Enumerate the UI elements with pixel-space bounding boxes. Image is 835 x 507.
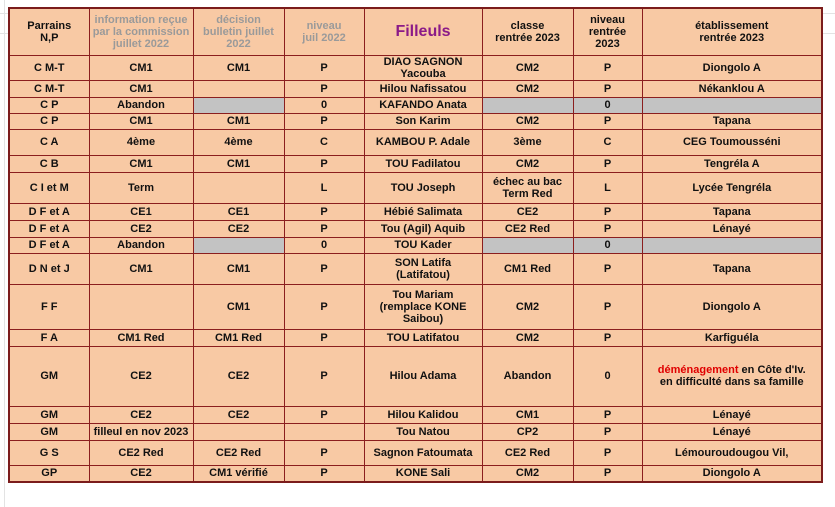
cell-classe[interactable]: CE2 Red bbox=[482, 440, 573, 465]
cell-information[interactable]: CE2 bbox=[89, 465, 193, 482]
table-row bbox=[9, 55, 822, 80]
cell-niveau-juil[interactable]: P bbox=[284, 203, 364, 220]
cell-decision[interactable]: CM1 bbox=[193, 284, 284, 329]
cell-information[interactable]: filleul en nov 2023 bbox=[89, 423, 193, 440]
cell-etablissement[interactable]: Nékanklou A bbox=[642, 80, 822, 97]
table-row bbox=[9, 129, 822, 155]
cell-classe[interactable]: CE2 Red bbox=[482, 220, 573, 237]
sponsorship-table bbox=[8, 7, 823, 483]
cell-parrain[interactable]: D F et A bbox=[9, 237, 89, 253]
cell-niveau-juil[interactable] bbox=[284, 423, 364, 440]
cell-decision[interactable]: 4ème bbox=[193, 129, 284, 155]
cell-etablissement[interactable]: Diongolo A bbox=[642, 55, 822, 80]
cell-parrain[interactable]: GM bbox=[9, 423, 89, 440]
cell-decision[interactable] bbox=[193, 237, 284, 253]
cell-information[interactable]: Abandon bbox=[89, 237, 193, 253]
cell-classe[interactable]: CP2 bbox=[482, 423, 573, 440]
cell-classe[interactable]: CM2 bbox=[482, 113, 573, 129]
cell-niveau-rentree[interactable]: P bbox=[573, 465, 642, 482]
cell-etablissement[interactable]: Lémouroudougou Vil, bbox=[642, 440, 822, 465]
cell-etablissement[interactable]: Tapana bbox=[642, 113, 822, 129]
cell-information[interactable]: CM1 bbox=[89, 253, 193, 284]
cell-information[interactable]: CM1 bbox=[89, 55, 193, 80]
cell-filleul[interactable]: TOU Fadilatou bbox=[364, 155, 482, 172]
cell-etablissement[interactable]: Tengréla A bbox=[642, 155, 822, 172]
cell-filleul[interactable]: Hilou Nafissatou bbox=[364, 80, 482, 97]
cell-etablissement[interactable]: CEG Toumousséni bbox=[642, 129, 822, 155]
cell-niveau-juil[interactable]: P bbox=[284, 346, 364, 406]
cell-etablissement[interactable] bbox=[642, 97, 822, 113]
cell-niveau-rentree[interactable]: 0 bbox=[573, 237, 642, 253]
note-highlight: déménagement bbox=[657, 364, 739, 376]
cell-niveau-rentree[interactable]: P bbox=[573, 406, 642, 423]
cell-classe[interactable]: CE2 bbox=[482, 203, 573, 220]
cell-parrain[interactable]: F F bbox=[9, 284, 89, 329]
cell-niveau-juil[interactable]: P bbox=[284, 220, 364, 237]
cell-niveau-juil[interactable]: P bbox=[284, 329, 364, 346]
note-text: en Côte d'Iv. bbox=[738, 364, 806, 376]
cell-decision[interactable] bbox=[193, 97, 284, 113]
cell-classe[interactable]: CM2 bbox=[482, 155, 573, 172]
cell-etablissement[interactable]: Lénayé bbox=[642, 406, 822, 423]
cell-parrain[interactable]: GP bbox=[9, 465, 89, 482]
cell-information[interactable]: Abandon bbox=[89, 97, 193, 113]
cell-classe[interactable] bbox=[482, 237, 573, 253]
table-row bbox=[9, 220, 822, 237]
cell-filleul[interactable]: Son Karim bbox=[364, 113, 482, 129]
cell-classe[interactable]: échec au bac Term Red bbox=[482, 172, 573, 203]
cell-niveau-juil[interactable]: L bbox=[284, 172, 364, 203]
cell-information[interactable]: CE2 bbox=[89, 346, 193, 406]
cell-etablissement[interactable]: Lénayé bbox=[642, 220, 822, 237]
cell-parrain[interactable]: C M-T bbox=[9, 55, 89, 80]
header-etablissement[interactable]: établissement rentrée 2023 bbox=[642, 8, 822, 55]
table-row bbox=[9, 346, 822, 406]
cell-parrain[interactable]: C P bbox=[9, 97, 89, 113]
cell-etablissement[interactable]: Karfiguéla bbox=[642, 329, 822, 346]
cell-decision[interactable]: CM1 bbox=[193, 55, 284, 80]
header-filleuls[interactable]: Filleuls bbox=[364, 8, 482, 55]
cell-filleul[interactable]: TOU Joseph bbox=[364, 172, 482, 203]
table-row bbox=[9, 203, 822, 220]
table-row bbox=[9, 253, 822, 284]
cell-etablissement[interactable]: Lycée Tengréla bbox=[642, 172, 822, 203]
cell-classe[interactable]: CM2 bbox=[482, 329, 573, 346]
cell-filleul[interactable]: Tou (Agil) Aquib bbox=[364, 220, 482, 237]
cell-parrain[interactable]: GM bbox=[9, 406, 89, 423]
cell-niveau-juil[interactable]: C bbox=[284, 129, 364, 155]
table-row bbox=[9, 284, 822, 329]
cell-filleul[interactable]: DIAO SAGNON Yacouba bbox=[364, 55, 482, 80]
header-decision[interactable]: décision bulletin juillet 2022 bbox=[193, 8, 284, 55]
header-niveau-juil[interactable]: niveau juil 2022 bbox=[284, 8, 364, 55]
cell-niveau-rentree[interactable]: P bbox=[573, 203, 642, 220]
cell-information[interactable]: CM1 bbox=[89, 113, 193, 129]
table-row bbox=[9, 172, 822, 203]
cell-classe[interactable] bbox=[482, 97, 573, 113]
cell-information[interactable] bbox=[89, 284, 193, 329]
table-row bbox=[9, 423, 822, 440]
cell-filleul[interactable]: KAFANDO Anata bbox=[364, 97, 482, 113]
cell-parrain[interactable]: F A bbox=[9, 329, 89, 346]
cell-information[interactable]: CM1 bbox=[89, 80, 193, 97]
cell-decision[interactable] bbox=[193, 80, 284, 97]
cell-niveau-rentree[interactable]: P bbox=[573, 113, 642, 129]
cell-niveau-rentree[interactable]: P bbox=[573, 329, 642, 346]
table-row bbox=[9, 237, 822, 253]
cell-niveau-rentree[interactable]: P bbox=[573, 440, 642, 465]
cell-etablissement[interactable]: Lénayé bbox=[642, 423, 822, 440]
cell-information[interactable]: CE2 Red bbox=[89, 440, 193, 465]
cell-information[interactable]: CE2 bbox=[89, 406, 193, 423]
cell-etablissement[interactable]: Tapana bbox=[642, 253, 822, 284]
cell-classe[interactable]: 3ème bbox=[482, 129, 573, 155]
cell-classe[interactable]: CM2 bbox=[482, 284, 573, 329]
cell-etablissement[interactable] bbox=[642, 237, 822, 253]
table-row bbox=[9, 155, 822, 172]
table-row bbox=[9, 465, 822, 482]
cell-parrain[interactable]: D N et J bbox=[9, 253, 89, 284]
cell-decision[interactable]: CM1 bbox=[193, 253, 284, 284]
cell-niveau-rentree[interactable]: P bbox=[573, 253, 642, 284]
cell-niveau-juil[interactable]: P bbox=[284, 406, 364, 423]
cell-niveau-rentree[interactable]: P bbox=[573, 220, 642, 237]
cell-decision[interactable] bbox=[193, 172, 284, 203]
table-row bbox=[9, 80, 822, 97]
cell-parrain[interactable]: D F et A bbox=[9, 220, 89, 237]
cell-decision[interactable]: CE2 bbox=[193, 346, 284, 406]
cell-niveau-juil[interactable]: P bbox=[284, 55, 364, 80]
cell-information[interactable]: Term bbox=[89, 172, 193, 203]
header-parrains[interactable]: Parrains N,P bbox=[9, 8, 89, 55]
cell-classe[interactable]: Abandon bbox=[482, 346, 573, 406]
cell-niveau-juil[interactable]: P bbox=[284, 113, 364, 129]
table-row bbox=[9, 97, 822, 113]
cell-classe[interactable]: CM2 bbox=[482, 55, 573, 80]
cell-decision[interactable]: CE2 Red bbox=[193, 440, 284, 465]
table-body bbox=[9, 55, 822, 482]
cell-information[interactable]: CM1 Red bbox=[89, 329, 193, 346]
cell-classe[interactable]: CM2 bbox=[482, 465, 573, 482]
cell-decision[interactable]: CM1 bbox=[193, 155, 284, 172]
cell-etablissement[interactable]: Diongolo A bbox=[642, 465, 822, 482]
note-text-line2: en difficulté dans sa famille bbox=[659, 376, 804, 388]
cell-etablissement[interactable]: Tapana bbox=[642, 203, 822, 220]
cell-information[interactable]: CE1 bbox=[89, 203, 193, 220]
cell-filleul[interactable]: TOU Latifatou bbox=[364, 329, 482, 346]
cell-parrain[interactable]: C B bbox=[9, 155, 89, 172]
cell-decision[interactable]: CM1 vérifié bbox=[193, 465, 284, 482]
cell-decision[interactable] bbox=[193, 423, 284, 440]
cell-parrain[interactable]: GM bbox=[9, 346, 89, 406]
cell-niveau-rentree[interactable]: C bbox=[573, 129, 642, 155]
cell-decision[interactable]: CM1 Red bbox=[193, 329, 284, 346]
cell-niveau-rentree[interactable]: 0 bbox=[573, 97, 642, 113]
header-classe[interactable]: classe rentrée 2023 bbox=[482, 8, 573, 55]
cell-decision[interactable]: CE2 bbox=[193, 406, 284, 423]
cell-filleul[interactable]: TOU Kader bbox=[364, 237, 482, 253]
cell-filleul[interactable]: SON Latifa (Latifatou) bbox=[364, 253, 482, 284]
cell-niveau-rentree[interactable]: P bbox=[573, 55, 642, 80]
cell-filleul[interactable]: Hilou Kalidou bbox=[364, 406, 482, 423]
cell-niveau-juil[interactable]: 0 bbox=[284, 237, 364, 253]
cell-niveau-juil[interactable]: P bbox=[284, 155, 364, 172]
cell-filleul[interactable]: Tou Natou bbox=[364, 423, 482, 440]
cell-information[interactable]: CM1 bbox=[89, 155, 193, 172]
cell-etablissement-note[interactable] bbox=[642, 346, 822, 406]
cell-niveau-juil[interactable]: 0 bbox=[284, 97, 364, 113]
cell-decision[interactable]: CE1 bbox=[193, 203, 284, 220]
header-row bbox=[9, 8, 822, 55]
cell-niveau-rentree[interactable]: P bbox=[573, 155, 642, 172]
cell-niveau-rentree[interactable]: P bbox=[573, 80, 642, 97]
table-row bbox=[9, 406, 822, 423]
table-row bbox=[9, 440, 822, 465]
cell-niveau-rentree[interactable]: 0 bbox=[573, 346, 642, 406]
table-row bbox=[9, 113, 822, 129]
cell-information[interactable]: CE2 bbox=[89, 220, 193, 237]
cell-parrain[interactable]: C P bbox=[9, 113, 89, 129]
cell-parrain[interactable]: C A bbox=[9, 129, 89, 155]
cell-decision[interactable]: CM1 bbox=[193, 113, 284, 129]
cell-filleul[interactable]: Sagnon Fatoumata bbox=[364, 440, 482, 465]
cell-filleul[interactable]: Tou Mariam (remplace KONE Saibou) bbox=[364, 284, 482, 329]
cell-niveau-juil[interactable]: P bbox=[284, 80, 364, 97]
cell-parrain[interactable]: C M-T bbox=[9, 80, 89, 97]
cell-information[interactable]: 4ème bbox=[89, 129, 193, 155]
table-row bbox=[9, 329, 822, 346]
cell-niveau-rentree[interactable]: P bbox=[573, 284, 642, 329]
cell-filleul[interactable]: KAMBOU P. Adale bbox=[364, 129, 482, 155]
header-information[interactable]: information reçue par la commission juillet 2022 bbox=[89, 8, 193, 55]
cell-filleul[interactable]: KONE Sali bbox=[364, 465, 482, 482]
cell-niveau-juil[interactable]: P bbox=[284, 284, 364, 329]
cell-classe[interactable]: CM1 bbox=[482, 406, 573, 423]
cell-decision[interactable]: CE2 bbox=[193, 220, 284, 237]
cell-etablissement[interactable]: Diongolo A bbox=[642, 284, 822, 329]
cell-niveau-juil[interactable]: P bbox=[284, 440, 364, 465]
cell-classe[interactable]: CM1 Red bbox=[482, 253, 573, 284]
cell-niveau-rentree[interactable]: L bbox=[573, 172, 642, 203]
cell-niveau-juil[interactable]: P bbox=[284, 465, 364, 482]
cell-filleul[interactable]: Hébié Salimata bbox=[364, 203, 482, 220]
cell-classe[interactable]: CM2 bbox=[482, 80, 573, 97]
cell-filleul[interactable]: Hilou Adama bbox=[364, 346, 482, 406]
cell-parrain[interactable]: G S bbox=[9, 440, 89, 465]
cell-niveau-rentree[interactable]: P bbox=[573, 423, 642, 440]
cell-parrain[interactable]: D F et A bbox=[9, 203, 89, 220]
header-niveau-rentree[interactable]: niveau rentrée 2023 bbox=[573, 8, 642, 55]
cell-parrain[interactable]: C I et M bbox=[9, 172, 89, 203]
cell-niveau-juil[interactable]: P bbox=[284, 253, 364, 284]
